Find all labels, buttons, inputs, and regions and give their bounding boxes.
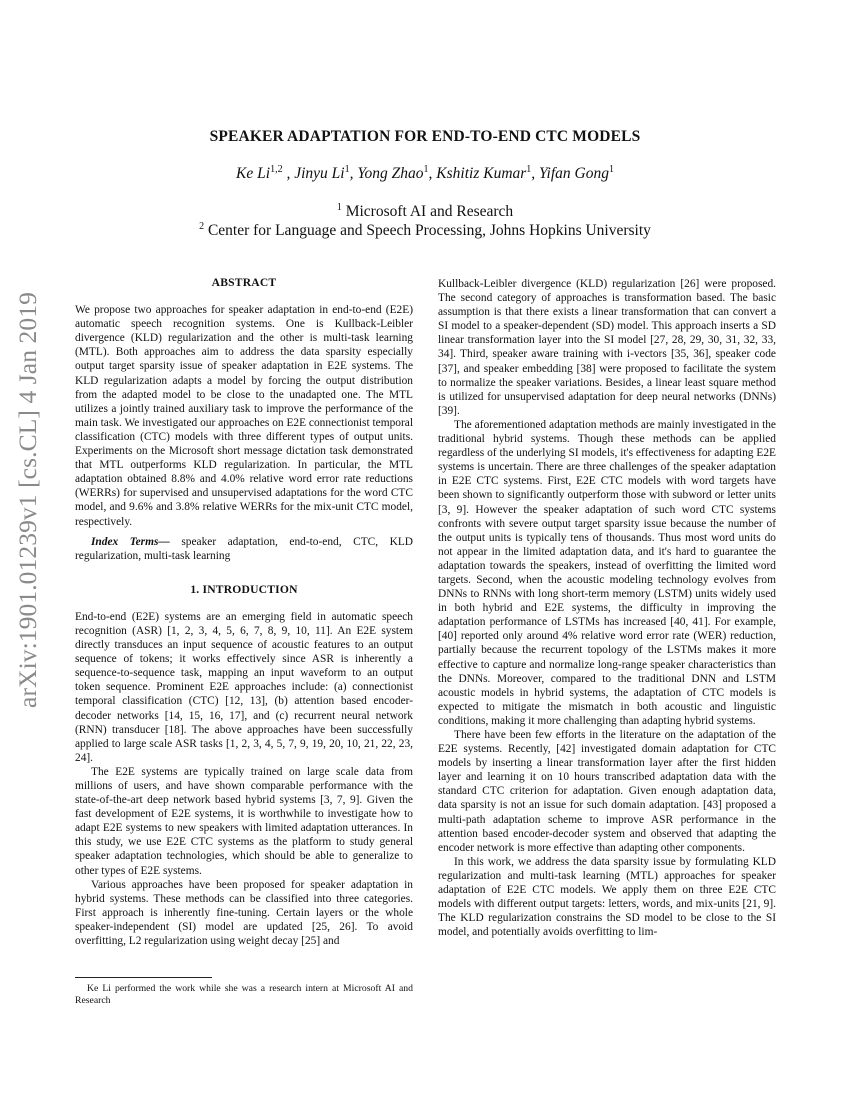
right-column [438, 277, 776, 939]
paper-title: SPEAKER ADAPTATION FOR END-TO-END CTC MODELS [209, 128, 641, 145]
intro-paragraph-2: The E2E systems are typically trained on large scale data from millions of users, and have shown comparable performance with the state-of-the-art deep network based hybrid systems [3, 7, 9]. Given the fast development of E2E systems, it is worthwhile to investigate how to adapt E2E systems to new speakers with limited adaptation utterances. In this study, we use E2E CTC systems as the platform to study general speaker adaptation technologies, which should be able to generalize to other types of E2E systems. [75, 765, 413, 877]
footnote-text: Ke Li performed the work while she was a research intern at Microsoft AI and Research [75, 983, 413, 1006]
abstract-heading: ABSTRACT [211, 276, 277, 289]
arxiv-stamp [2, 280, 54, 720]
intro-paragraph-3: Various approaches have been proposed for speaker adaptation in hybrid systems. These methods can be classified into three categories. First approach is inherently fine-tuning. Certain layers or the whole speaker-independent (SI) model are updated [25, 26]. To avoid overfitting, L2 regularization using weight decay [25] and [75, 878, 413, 948]
affiliation-1: $^1$ Microsoft AI and Research [336, 201, 514, 220]
intro-paragraph-1: End-to-end (E2E) systems are an emerging field in automatic speech recognition (ASR) [1, 2, 3, 4, 5, 6, 7, 8, 9, 10, 11]. An E2E system directly transduces an input sequence of acoustic features to an output sequence of tokens; it works effectively since ASR is inherently a sequence-to-sequence task, mapping an input waveform to an output token sequence. Prominent E2E approaches include: (a) connectionist temporal classification (CTC) [12, 13], (b) attention based encoder-decoder networks [14, 15, 16, 17], and (c) recurrent neural network (RNN) transducer [18]. The above approaches have been successfully applied to large scale ASR tasks [1, 2, 3, 4, 5, 7, 9, 19, 20, 10, 21, 22, 23, 24]. [75, 610, 413, 764]
author-4: Kshitiz Kumar$^1$, [436, 163, 540, 182]
intro-paragraph-7: In this work, we address the data sparsity issue by formulating KLD regularization and multi-task learning (MTL) approaches for speaker adaptation of E2E CTC models. We apply them on three E2E CTC models with different output targets: letters, words, and mix-units [21, 9]. The KLD regularization constrains the SD model to be close to the SI model, and potentially avoids overfitting to lim- [438, 855, 776, 939]
affiliation-2: $^2$ Center for Language and Speech Processing, Johns Hopkins University [199, 220, 651, 239]
abstract-text: We propose two approaches for speaker adaptation in end-to-end (E2E) automatic speech recognition systems. One is Kullback-Leibler divergence (KLD) regularization and the other is multi-task learning (MTL). Both approaches aim to address the data sparsity especially output target sparsity issue of speaker adaptation in E2E systems. The KLD regularization adapts a model by forcing the output distribution from the adapted model to be close to the unadapted one. The MTL utilizes a jointly trained auxiliary task to improve the performance of the main task. We investigated our approaches on E2E connectionist temporal classification (CTC) models with three different types of output units. Experiments on the Microsoft short message dictation task demonstrated that MTL outperforms KLD regularization. In particular, the MTL adaptation obtained 8.8% and 4.0% relative word error rate reductions (WERRs) for supervised and unsupervised adaptations for the word CTC model, and 9.6% and 3.8% relative WERRs for the mix-unit CTC model, respectively. [75, 304, 413, 528]
introduction-heading: 1. INTRODUCTION [190, 582, 298, 596]
author-list [0, 165, 850, 183]
intro-paragraph-4: Kullback-Leibler divergence (KLD) regularization [26] were proposed. The second category of approaches is transformation based. The basic assumption is that there exists a linear transformation that can convert a SI model to a speaker-dependent (SD) model. This approach inserts a SD linear transformation layer into the SI model [27, 28, 29, 30, 31, 32, 33, 34]. Third, speaker aware training with i-vectors [35, 36], speaker code [37], and speaker embedding [38] were proposed to facilitate the system to normalize the speaker variations. Besides, a linear least square method is utilized for unsupervised adaptation for deep neural networks (DNNs) [39]. [438, 278, 776, 417]
index-terms: Index Terms— speaker adaptation, end-to-end, CTC, KLD regularization, multi-task learning [75, 535, 414, 562]
footnote [75, 983, 413, 1007]
author-5: Yifan Gong$^1$ [539, 163, 614, 182]
left-column [75, 276, 413, 948]
author-2: Jinyu Li$^1$, [294, 163, 358, 182]
author-3: Yong Zhao$^1$, [357, 163, 437, 182]
arxiv-identifier: arXiv:1901.01239v1 [cs.CL] 4 Jan 2019 [13, 292, 42, 708]
index-terms-label: Index Terms— [91, 535, 170, 548]
footnote-divider [75, 977, 212, 978]
intro-paragraph-6: There have been few efforts in the literature on the adaptation of the E2E systems. Recently, [42] investigated domain adaptation for CTC models by inserting a linear transformation layer after the first hidden layer and learning it on 10 hours transcribed adaptation data with the standard CTC criterion for adaptation. Given enough adaptation data, data sparsity is not an issue for such domain adaptation. [43] proposed a multi-path adaptation scheme to improve ASR performance in the attention based encoder-decoder system and observed that adapting the encoder network is more effective than adapting other components. [438, 729, 776, 854]
intro-paragraph-5: The aforementioned adaptation methods are mainly investigated in the traditional hybrid systems. Though these methods can be applied regardless of the underlying SI models, it's effectiveness for adapting E2E systems is uncertain. There are three challenges of the speaker adaptation in E2E CTC systems. First, E2E CTC models with word targets have been shown to significantly outperform those with subword or letter units [3, 9]. However the speaker adaptation of such word CTC systems confronts with severe output target sparsity issue because the number of the output units is typically tens of thousands. Thus most word units do not appear in the limited adaptation data, and it's hard to guarantee the adaptation towards the speakers, instead of overfitting the limited word targets. Second, when the acoustic modeling technology evolves from DNNs to RNNs with long short-term memory (LSTM) units widely used in both hybrid and E2E systems, the difficulty in improving the adaptation performance of LSTMs has increased [40, 41]. For example, [40] reported only around 4% relative word error rate (WER) reduction, partially because the recurrent topology of the LSTMs makes it more effective to capture and normalize long-range speaker characteristics than the DNNs. Moreover, compared to the traditional DNN and LSTM acoustic models in hybrid systems, the adaptation of CTC models is expected to mitigate the mismatch in both acoustic and linguistic conditions, making it more challenging than adapting hybrid systems. [438, 418, 776, 727]
author-1: Ke Li$^{1,2}$ , [236, 163, 295, 182]
